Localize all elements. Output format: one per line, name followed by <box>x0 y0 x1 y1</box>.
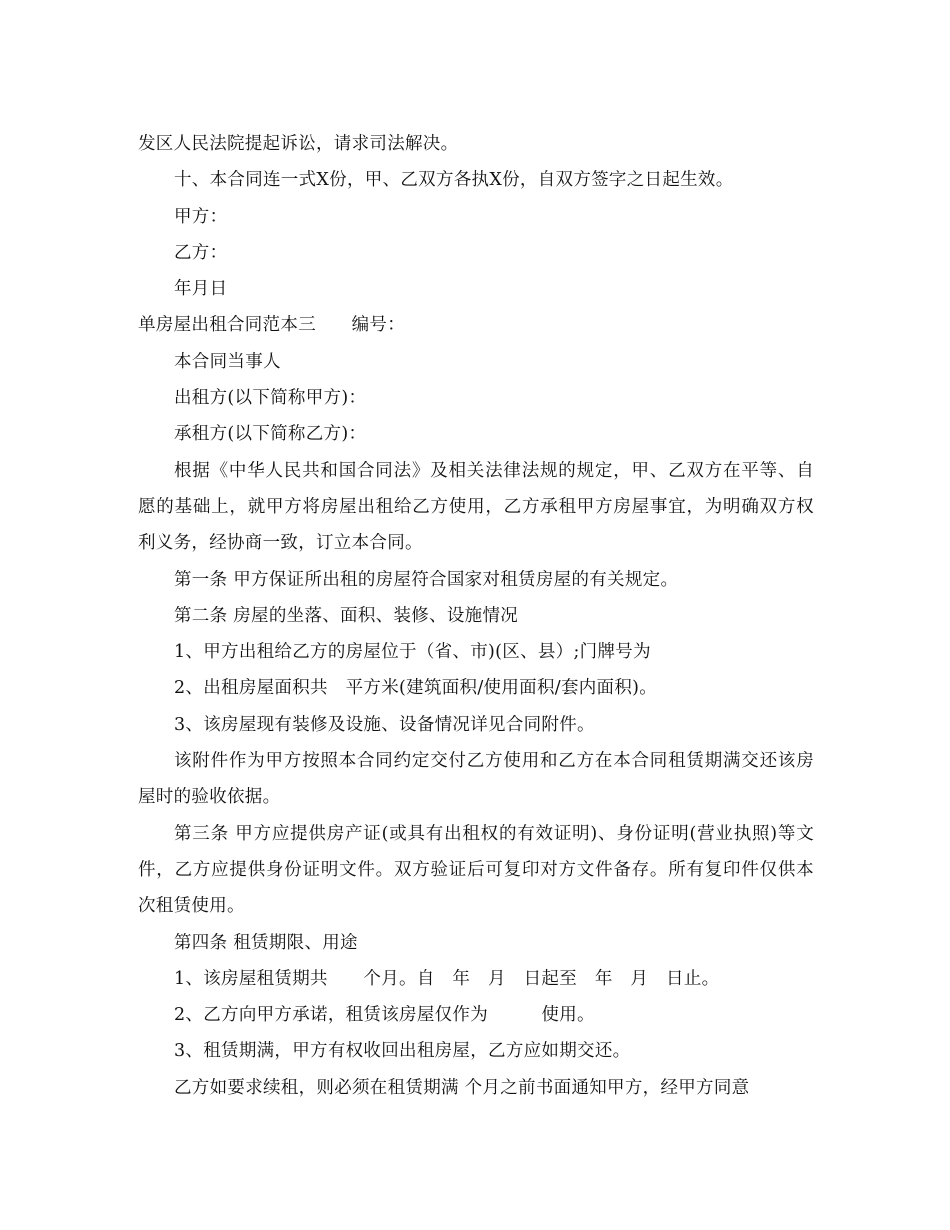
paragraph: 出租方(以下简称甲方)： <box>174 388 367 409</box>
paragraph: 3、该房屋现有装修及设施、设备情况详见合同附件。 <box>174 714 595 735</box>
paragraph: 该附件作为甲方按照本合同约定交付乙方使用和乙方在本合同租赁期满交还该房屋时的验收依据。 <box>138 751 814 808</box>
paragraph: 1、该房屋租赁期共 个月。自 年 月 日起至 年 月 日止。 <box>174 968 720 989</box>
paragraph: 根据《中华人民共和国合同法》及相关法律法规的规定，甲、乙双方在平等、自愿的基础上，就甲方将房屋出租给乙方使用，乙方承租甲方房屋事宜，为明确双方权利义务，经协商一致，订立本合同。 <box>138 460 814 554</box>
paragraph: 第一条 甲方保证所出租的房屋符合国家对租赁房屋的有关规定。 <box>174 569 679 590</box>
paragraph: 3、租赁期满，甲方有权收回出租房屋，乙方应如期交还。 <box>174 1041 631 1062</box>
signature-date: 年月日 <box>174 279 228 300</box>
document-body <box>138 126 814 1106</box>
paragraph: 1、甲方出租给乙方的房屋位于（省、市)(区、县）;门牌号为 <box>174 642 651 663</box>
paragraph: 2、乙方向甲方承诺，租赁该房屋仅作为 使用。 <box>174 1005 595 1026</box>
contract-title: 单房屋出租合同范本三 编号： <box>138 315 405 336</box>
paragraph: 2、出租房屋面积共 平方米(建筑面积/使用面积/套内面积)。 <box>174 678 658 699</box>
paragraph: 承租方(以下简称乙方)： <box>174 424 367 445</box>
paragraph: 本合同当事人 <box>174 351 281 372</box>
paragraph: 第二条 房屋的坐落、面积、装修、设施情况 <box>174 605 519 626</box>
paragraph: 第四条 租赁期限、用途 <box>174 932 358 953</box>
signature-party-b: 乙方： <box>174 242 228 263</box>
paragraph: 十、本合同连一式X份，甲、乙双方各执X份，自双方签字之日起生效。 <box>174 170 734 191</box>
paragraph: 乙方如要求续租，则必须在租赁期满 个月之前书面通知甲方，经甲方同意 <box>174 1077 750 1098</box>
paragraph: 第三条 甲方应提供房产证(或具有出租权的有效证明)、身份证明(营业执照)等文件，乙方应提供身份证明文件。双方验证后可复印对方文件备存。所有复印件仅供本次租赁使用。 <box>138 823 814 917</box>
signature-party-a: 甲方： <box>174 206 228 227</box>
paragraph: 发区人民法院提起诉讼，请求司法解决。 <box>138 134 459 154</box>
